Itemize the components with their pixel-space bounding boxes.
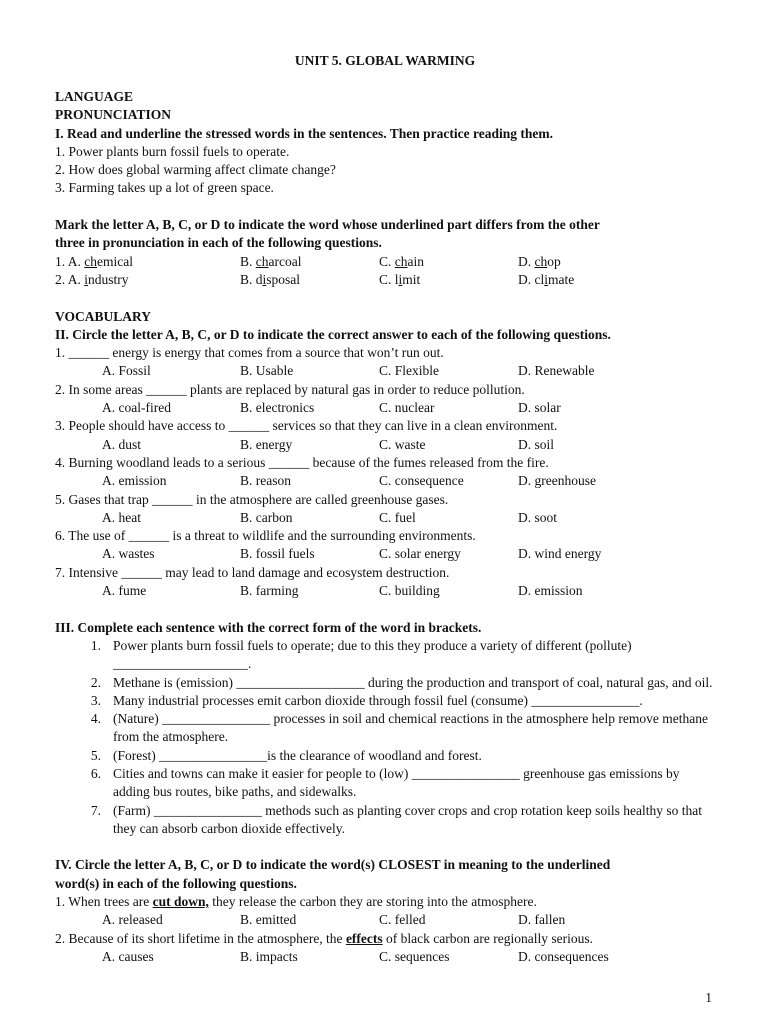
option-d: D. soil [518,436,555,452]
pronunciation-question-2 [55,271,715,289]
option-a: 2. A. industry [55,271,129,287]
option-b: B. energy [240,436,293,452]
exercise-2-heading: II. Circle the letter A, B, C, or D to indicate the correct answer to each of the following questions. [55,326,611,342]
synonym-question-2: 2. Because of its short lifetime in the atmosphere, the effects of black carbon are regionally serious. [55,930,593,946]
word-form-item [55,674,715,692]
item-number: 2. [90,674,101,690]
option-b: B. reason [240,473,291,489]
option-d: D. emission [518,583,583,599]
word-form-item [55,637,715,674]
option-c: C. sequences [379,948,450,964]
option-c: C. fuel [379,509,416,525]
worksheet-page [55,52,715,966]
section-vocabulary: VOCABULARY [55,308,152,324]
option-b: B. Usable [240,363,294,379]
option-a: A. emission [102,473,167,489]
vocab-question-options [55,509,715,527]
option-c: C. felled [379,912,426,928]
option-d: D. climate [518,271,575,287]
page-title: UNIT 5. GLOBAL WARMING [294,53,476,68]
item-text: Methane is (emission) ___________________ during the production and transport of coal, natural gas, and oil. [113,674,713,690]
option-c: C. consequence [379,473,464,489]
vocab-question-options [55,545,715,563]
option-a: 1. A. chemical [55,253,133,269]
option-d: D. fallen [518,912,566,928]
vocab-question: 3. People should have access to ______ services so that they can live in a clean environment. [55,418,558,434]
option-b: B. carbon [240,509,293,525]
word-form-item [55,765,715,802]
word-form-questions [55,637,715,838]
option-c: C. nuclear [379,400,435,416]
section-language: LANGUAGE [55,89,134,104]
option-a: A. fume [102,583,147,599]
word-form-item [55,747,715,765]
option-a: A. Fossil [102,363,151,379]
option-a: A. released [102,912,163,928]
vocab-question: 7. Intensive ______ may lead to land damage and ecosystem destruction. [55,564,450,580]
option-b: B. charcoal [240,253,302,269]
item-number: 6. [90,765,101,781]
exercise-1-item: 3. Farming takes up a lot of green space. [55,180,274,196]
option-a: A. dust [102,436,142,452]
exercise-3-heading: III. Complete each sentence with the correct form of the word in brackets. [55,619,482,635]
item-number: 4. [90,711,101,727]
vocab-question-options [55,582,715,600]
item-number: 5. [90,747,101,763]
pronunciation-heading-line1: Mark the letter A, B, C, or D to indicate the word whose underlined part differs from the other [55,217,600,233]
item-text: Cities and towns can make it easier for people to (low) ________________ greenhouse gas emissions by adding bus routes, bike paths, and sidewalks. [113,765,683,800]
vocab-question: 2. In some areas ______ plants are replaced by natural gas in order to reduce pollution. [55,381,525,397]
option-c: C. limit [379,271,421,287]
synonym-question-2-options [55,948,715,966]
vocab-question: 1. ______ energy is energy that comes from a source that won’t run out. [55,345,444,361]
vocab-question-options [55,399,715,417]
option-c: C. waste [379,436,426,452]
option-a: A. coal-fired [102,400,171,416]
vocab-question: 6. The use of ______ is a threat to wildlife and the surrounding environments. [55,528,476,544]
vocab-question-options [55,436,715,454]
vocab-question-options [55,472,715,490]
item-number: 7. [90,802,101,818]
option-d: D. solar [518,400,561,416]
exercise-1-item: 2. How does global warming affect climate change? [55,162,336,178]
item-text: (Forest) ________________is the clearance of woodland and forest. [113,747,482,763]
item-text: Many industrial processes emit carbon dioxide through fossil fuel (consume) ________________. [113,692,643,708]
word-form-item [55,802,715,839]
pronunciation-question-1 [55,253,715,271]
section-pronunciation: PRONUNCIATION [55,107,172,123]
option-c: C. chain [379,253,425,269]
option-c: C. Flexible [379,363,439,379]
option-b: B. farming [240,583,299,599]
exercise-4-heading-line1: IV. Circle the letter A, B, C, or D to indicate the word(s) CLOSEST in meaning to the underlined [55,857,611,873]
exercise-4-heading-line2: word(s) in each of the following questions. [55,875,297,891]
option-b: B. impacts [240,948,298,964]
item-number: 1. [90,637,101,653]
option-b: B. electronics [240,400,315,416]
item-text: (Farm) ________________ methods such as planting cover crops and crop rotation keep soils healthy so that they can absorb carbon dioxide effectively. [113,802,706,836]
option-c: C. solar energy [379,546,461,562]
word-form-item [55,692,715,710]
option-d: D. greenhouse [518,473,596,489]
option-b: B. fossil fuels [240,546,315,562]
vocab-question: 5. Gases that trap ______ in the atmosphere are called greenhouse gases. [55,491,449,507]
item-number: 3. [90,692,101,708]
option-d: D. wind energy [518,546,602,562]
vocab-question: 4. Burning woodland leads to a serious ______ because of the fumes released from the fire. [55,454,549,470]
option-d: D. chop [518,253,561,269]
word-form-item [55,710,715,747]
vocabulary-questions [55,344,715,600]
pronunciation-heading-line2: three in pronunciation in each of the following questions. [55,235,382,251]
exercise-1-item: 1. Power plants burn fossil fuels to operate. [55,143,290,159]
synonym-question-1: 1. When trees are cut down, they release the carbon they are storing into the atmosphere. [55,894,537,910]
vocab-question-options [55,362,715,380]
option-d: D. consequences [518,948,609,964]
exercise-1-heading: I. Read and underline the stressed words in the sentences. Then practice reading them. [55,125,554,141]
item-text: (Nature) ________________ processes in soil and chemical reactions in the atmosphere help remove methane from the atmosphere. [113,711,712,745]
option-b: B. disposal [240,271,301,287]
option-a: A. heat [102,509,141,525]
item-text: Power plants burn fossil fuels to operate; due to this they produce a variety of different (pollute) ____________________. [113,637,635,672]
option-c: C. building [379,583,440,599]
option-d: D. Renewable [518,363,595,379]
synonym-question-1-options [55,911,715,929]
page-number: 1 [705,990,712,1005]
option-a: A. causes [102,948,154,964]
option-d: D. soot [518,509,558,525]
option-a: A. wastes [102,546,155,562]
option-b: B. emitted [240,912,297,928]
